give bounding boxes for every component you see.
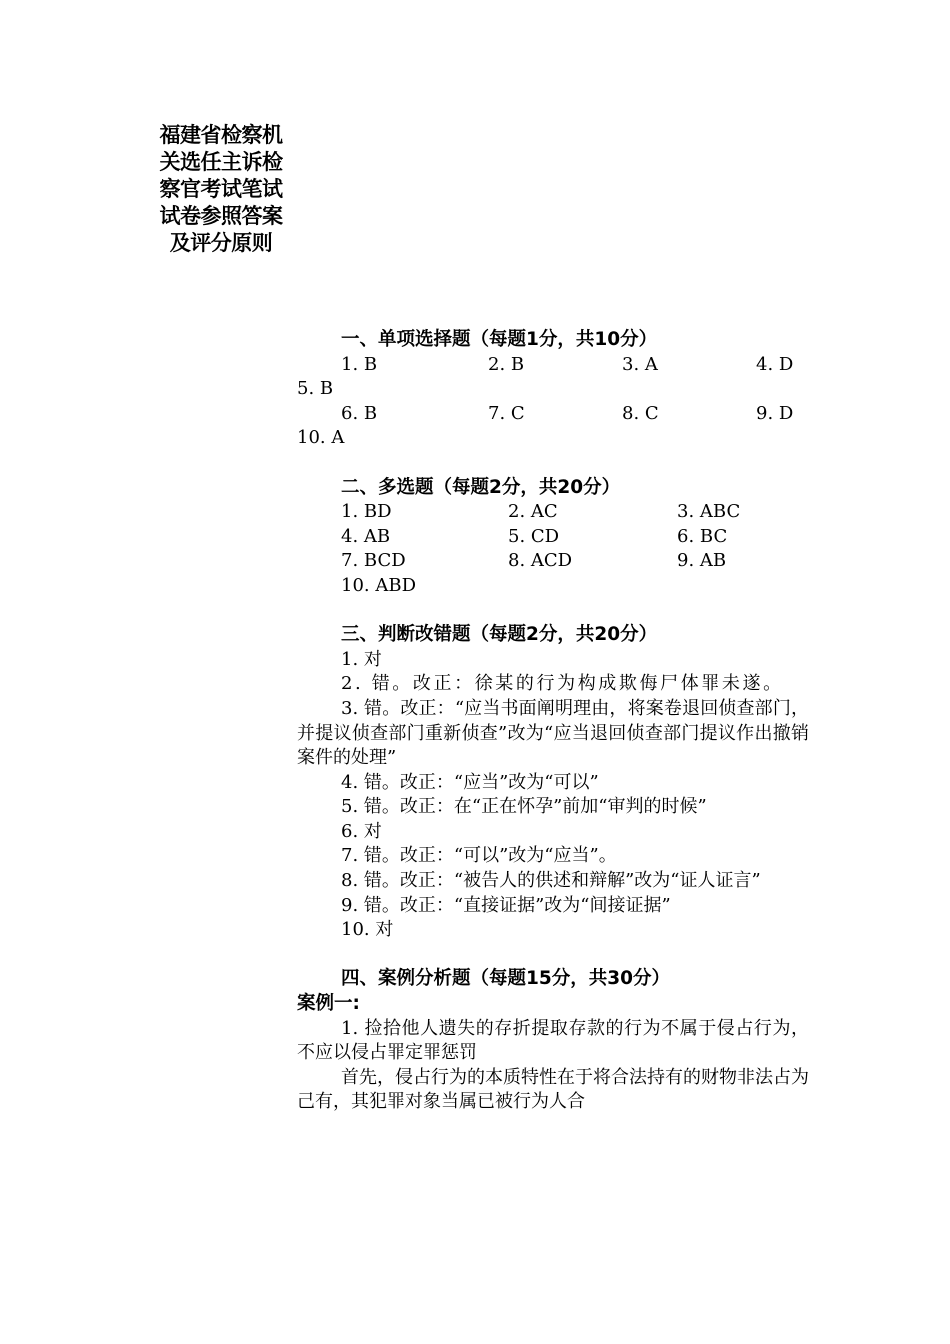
answer-row — [297, 525, 809, 550]
answer-item: 1. BD — [341, 501, 392, 523]
judgement-item: 5. 错。改正：在“正在怀孕”前加“审判的时候” — [341, 796, 707, 818]
title-line: 及评分原则 — [169, 231, 273, 255]
case-paragraph: 1. 捡拾他人遗失的存折提取存款的行为不属于侵占行为，不应以侵占罪定罪惩罚 — [297, 1017, 809, 1064]
case-label: 案例一: — [297, 993, 360, 1015]
judgement-item: 9. 错。改正：“直接证据”改为“间接证据” — [341, 894, 671, 916]
title-line: 察官考试笔试 — [159, 177, 283, 201]
answer-content — [297, 328, 809, 1115]
judgement-item: 4. 错。改正：“应当”改为“可以” — [341, 771, 599, 793]
answer-item: 5. CD — [508, 525, 560, 547]
answer-row — [297, 549, 809, 574]
title-line: 关选任主诉检 — [159, 150, 283, 174]
judgement-item: 1. 对 — [341, 648, 382, 670]
answer-item: 10. ABD — [341, 574, 417, 596]
answer-item: 8. C — [622, 402, 659, 424]
answer-item: 7. C — [488, 402, 525, 424]
document-title — [146, 122, 296, 257]
answer-item: 5. B — [297, 378, 334, 400]
section-heading-true-false: 三、判断改错题（每题2分，共20分） — [341, 624, 658, 646]
title-line: 试卷参照答案 — [159, 204, 283, 228]
answer-row — [297, 353, 809, 378]
judgement-item: 2. 错。改正：徐某的行为构成欺侮尸体罪未遂。 — [341, 673, 784, 695]
answer-row — [297, 402, 809, 427]
answer-item: 2. AC — [508, 501, 558, 523]
answer-item: 1. B — [341, 353, 378, 375]
answer-item: 4. AB — [341, 525, 391, 547]
answer-item: 8. ACD — [508, 550, 573, 572]
answer-item: 4. D — [756, 353, 794, 375]
section-heading-case-analysis: 四、案例分析题（每题15分，共30分） — [341, 968, 670, 990]
title-line: 福建省检察机 — [159, 123, 283, 147]
answer-item: 10. A — [297, 427, 345, 449]
answer-item: 6. B — [341, 402, 378, 424]
answer-item: 9. D — [756, 402, 794, 424]
answer-item: 2. B — [488, 353, 525, 375]
section-heading-single-choice: 一、单项选择题（每题1分，共10分） — [341, 329, 658, 350]
answer-row — [297, 500, 809, 525]
case-paragraph: 首先，侵占行为的本质特性在于将合法持有的财物非法占为己有，其犯罪对象当属已被行为人合 — [297, 1066, 809, 1113]
judgement-item: 6. 对 — [341, 820, 382, 842]
section-heading-multiple-choice: 二、多选题（每题2分，共20分） — [341, 476, 621, 498]
judgement-item: 10. 对 — [341, 919, 394, 941]
judgement-item: 8. 错。改正：“被告人的供述和辩解”改为“证人证言” — [341, 870, 761, 892]
answer-item: 6. BC — [677, 525, 728, 547]
judgement-item: 3. 错。改正：“应当书面阐明理由，将案卷退回侦查部门，并提议侦查部门重新侦查”改为“应当退回侦查部门提议作出撤销案件的处理” — [297, 697, 809, 769]
answer-item: 7. BCD — [341, 550, 406, 572]
judgement-item: 7. 错。改正：“可以”改为“应当”。 — [341, 845, 617, 867]
answer-item: 3. ABC — [677, 501, 741, 523]
answer-item: 9. AB — [677, 550, 727, 572]
answer-item: 3. A — [622, 353, 658, 375]
